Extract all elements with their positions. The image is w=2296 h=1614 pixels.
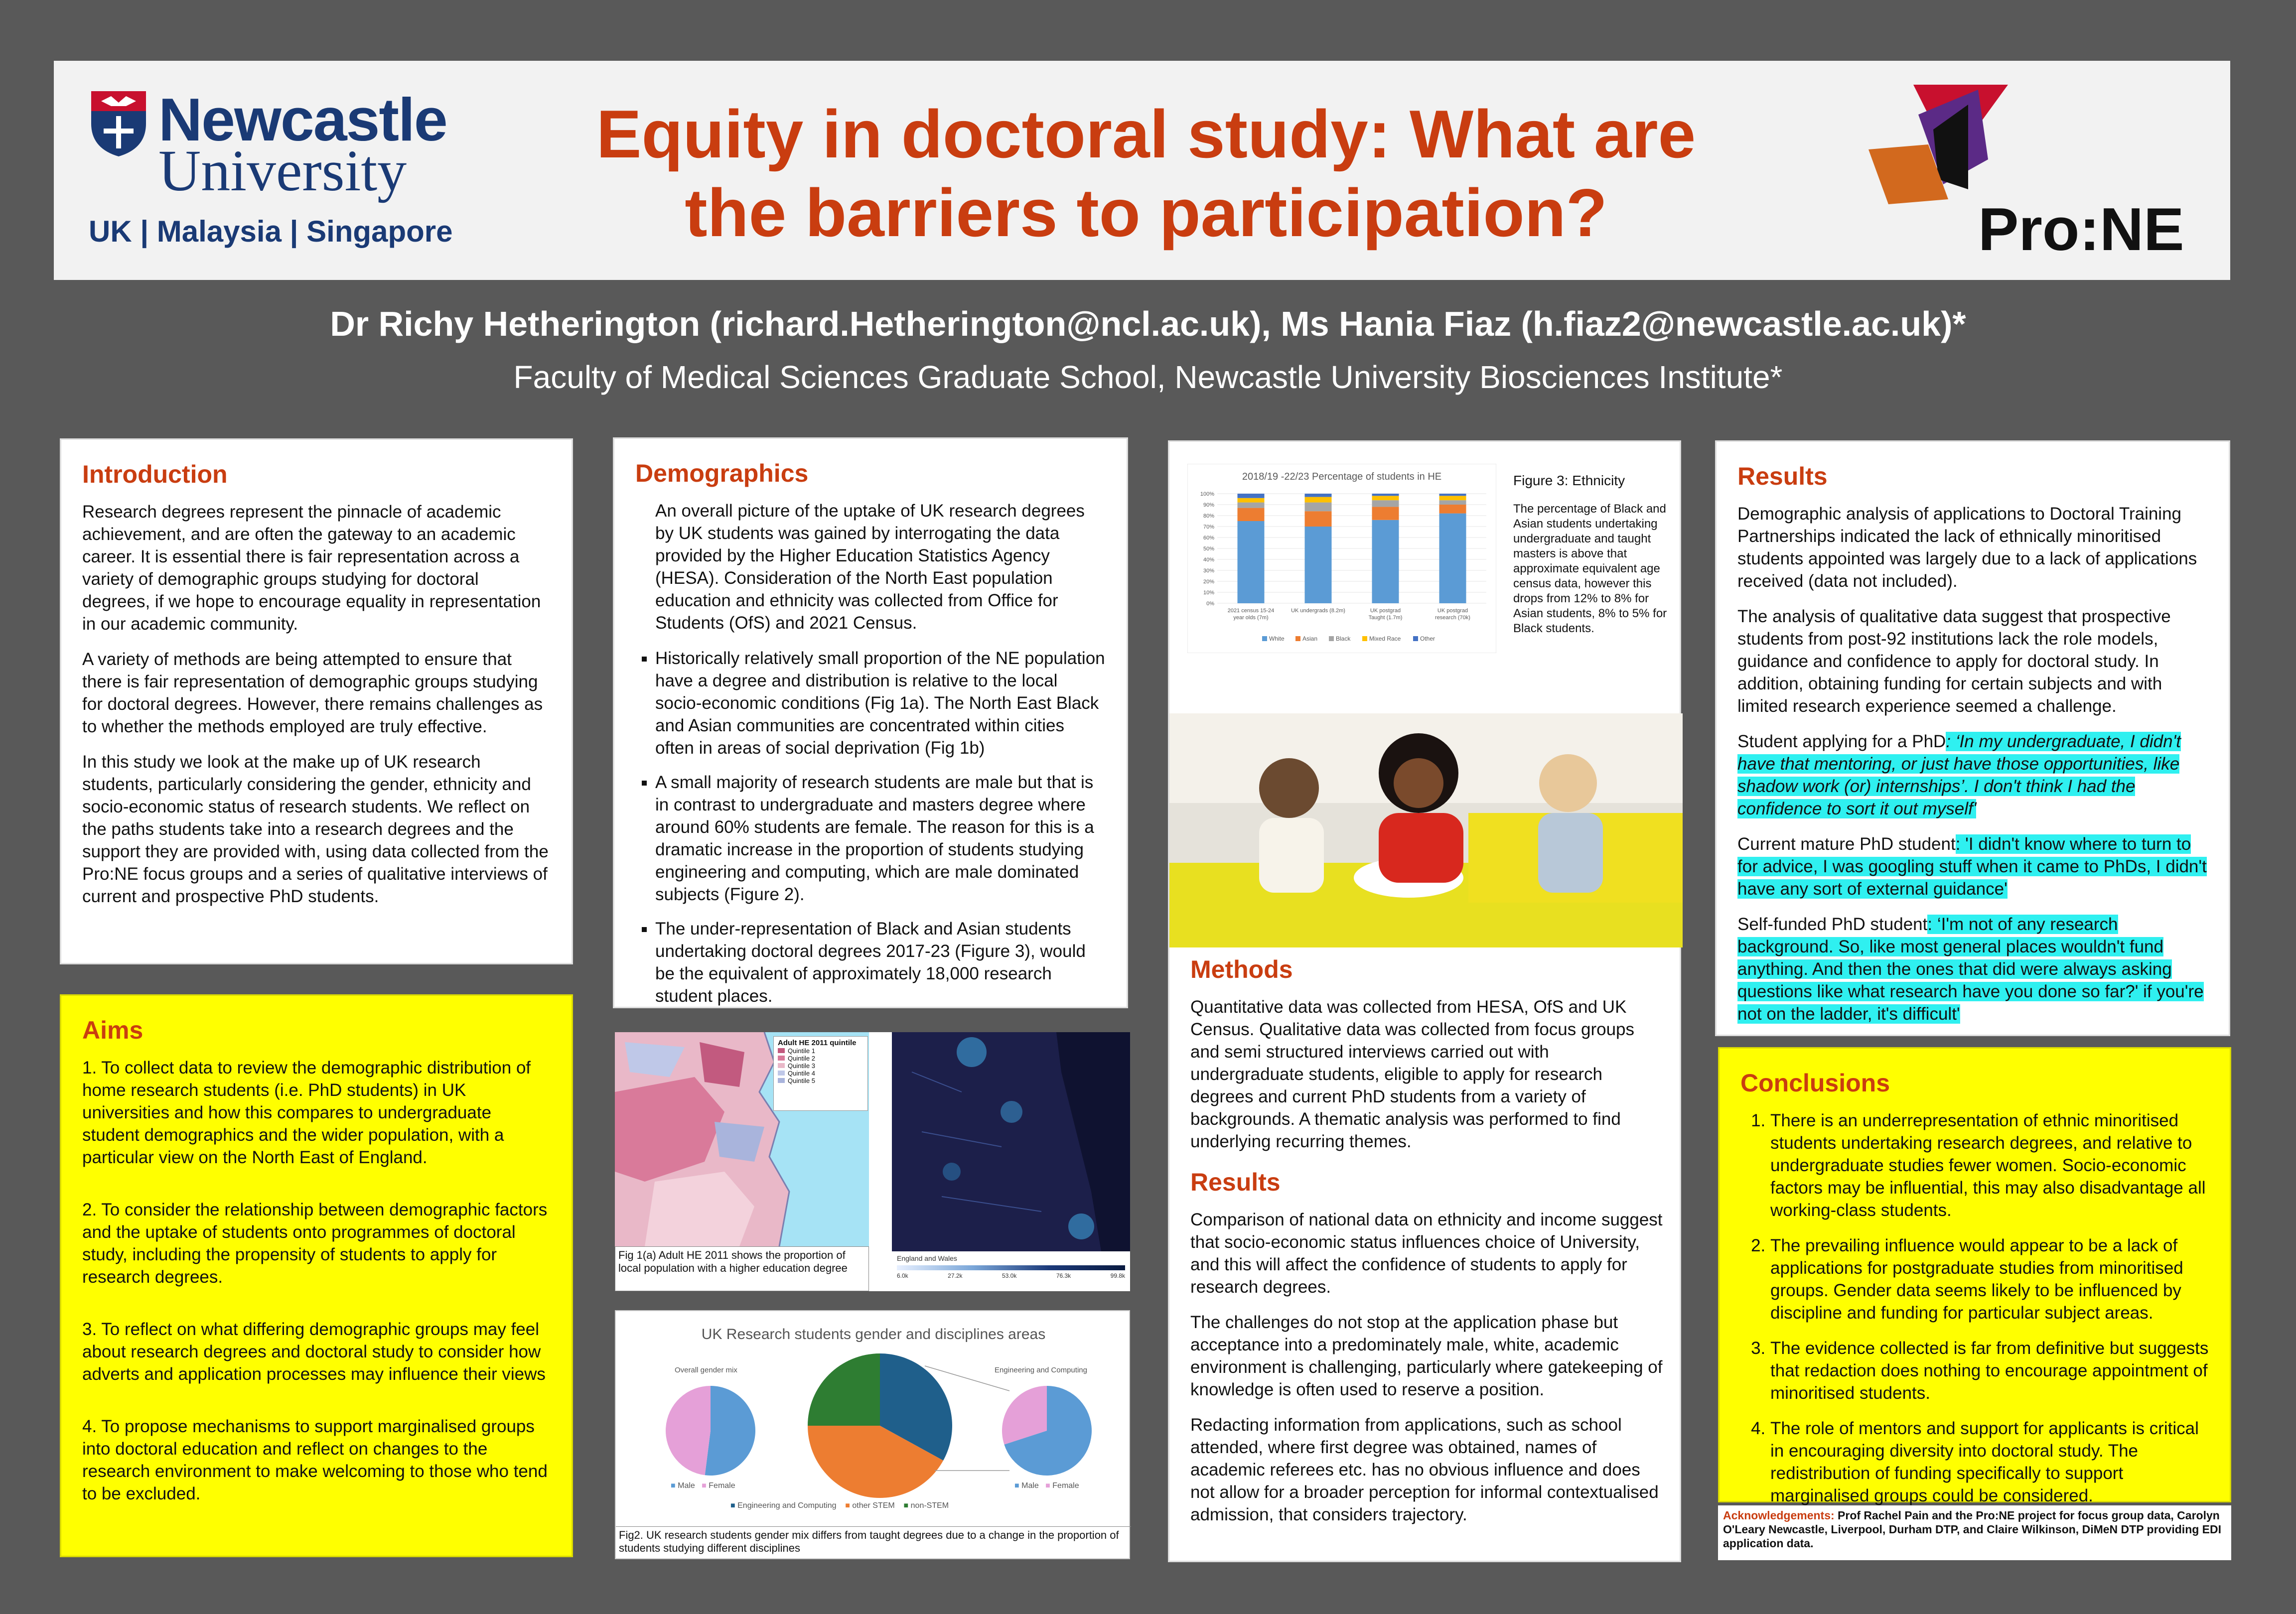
title-line-2: the barriers to participation?	[685, 175, 1607, 251]
logo-wordmark-newcastle: Newcastle	[158, 86, 447, 153]
legend-label: Other	[1420, 635, 1435, 642]
density-ticks: 6.0k 27.2k 53.0k 76.3k 99.8k	[897, 1272, 1125, 1279]
y-tick-label: 40%	[1203, 557, 1214, 563]
acknowledgements-text: Acknowledgements: Prof Rachel Pain and the Pro:NE project for focus group data, Carolyn O'Leary Newcastle, Liverpool, Durham DTP, and Claire Wilkinson, DiMeN DTP providing EDI application data.	[1723, 1509, 2222, 1550]
legend-swatch	[1362, 636, 1367, 641]
map-legend-item: Quintile 1	[778, 1047, 863, 1055]
demographics-bullet: ▪ A small majority of research students are male but that is in contrast to undergraduate and masters degree where around 60% students are female. The reason for this is a dramatic increase in the proportion of students studying engineering and computing, which are male dominated subjects (Figure 2).	[655, 771, 1106, 906]
y-tick-label: 80%	[1203, 513, 1214, 519]
conclusion-item: 2. The prevailing influence would appear to be a lack of applications for postgraduate studies from minoritised groups. Gender data seems likely to be influenced by discipline and funding for particular subject areas.	[1770, 1234, 2209, 1324]
x-tick-label: UK postgrad	[1437, 608, 1468, 614]
map-ethnicity-density	[892, 1032, 1130, 1291]
figure-2-title: UK Research students gender and disciplines areas	[701, 1326, 1046, 1343]
legend-label: Black	[1336, 635, 1351, 642]
y-tick-label: 70%	[1203, 524, 1214, 530]
students-photo	[1169, 713, 1683, 947]
bar-segment	[1372, 500, 1399, 507]
demographics-heading: Demographics	[635, 459, 809, 487]
demographics-intro: An overall picture of the uptake of UK research degrees by UK students was gained by interrogating the data provided by the Higher Education Statistics Agency (HESA). Consideration of the North East population education and ethnicity was collected from Office for Students (OfS) and 2021 Census.	[655, 501, 1085, 633]
aim-item: 2. To consider the relationship between demographic factors and the uptake of students onto programmes of doctoral study, including the propensity of students to apply for research degrees.	[82, 1200, 548, 1287]
middle-column-panel	[1168, 440, 1681, 1562]
bar-segment	[1439, 494, 1466, 496]
conclusion-item: 4. The role of mentors and support for applicants is critical in encouraging diversity into doctoral study. The redistribution of funding specifically to support marginalised groups could be considered.	[1770, 1417, 2209, 1507]
pie-slice-discipline	[808, 1353, 880, 1426]
bar-segment	[1439, 496, 1466, 500]
density-color-ramp	[897, 1265, 1125, 1270]
pie-label-engineering: Engineering and Computing	[995, 1366, 1087, 1374]
bar-segment	[1238, 521, 1265, 603]
y-tick-label: 60%	[1203, 535, 1214, 541]
map-legend-title: Adult HE 2011 quintile	[778, 1039, 857, 1047]
introduction-panel	[60, 438, 573, 964]
figure-3-heading: Figure 3: Ethnicity	[1513, 473, 1625, 488]
legend-swatch	[1295, 636, 1300, 641]
conclusions-heading: Conclusions	[1740, 1069, 1890, 1097]
y-tick-label: 30%	[1203, 568, 1214, 574]
demographics-panel	[613, 437, 1128, 1008]
quote-self-funded: Self-funded PhD student: ‘I'm not of any research background. So, like most general places wouldn't fund anything. And then the ones that did were always asking questions like what research have you done so far?' if you're not on the ladder, it's difficult'	[1737, 915, 2204, 1024]
conclusions-panel	[1718, 1047, 2231, 1505]
legend-disciplines: ■ Engineering and Computing ■ other STEM ■ non-STEM	[730, 1501, 949, 1510]
results-right-paragraph: The analysis of qualitative data suggest that prospective students from post-92 institutions lack the role models, guidance and confidence to apply for doctoral study. In addition, obtaining funding for certain subjects and with limited research experience seemed a challenge.	[1737, 607, 2171, 716]
introduction-paragraph: A variety of methods are being attempted to ensure that there is fair representation of demographic groups studying for doctoral degrees. However, there remains challenges as to whether the methods employed are truly effective.	[82, 650, 543, 736]
results-mid-paragraph: Redacting information from applications, such as school attended, where first degree was obtained, names of academic referees etc. has no obvious influence and does not allow for a broader perception for informal contextualised admission, that considers trajectory.	[1190, 1415, 1659, 1524]
bar-segment	[1238, 503, 1265, 508]
bar-segment	[1305, 511, 1332, 527]
conclusion-item: 1. There is an underrepresentation of ethnic minoritised students undertaking research degrees, and relative to undergraduate studies fewer women. Socio-economic factors may be influential, this may also disadvantage all working-class students.	[1770, 1109, 2209, 1221]
results-right-panel	[1715, 440, 2230, 1036]
aims-heading: Aims	[82, 1016, 144, 1044]
acknowledgements-box	[1718, 1505, 2231, 1560]
aim-item: 4. To propose mechanisms to support marginalised groups into doctoral education and reflect on changes to the research environment to make welcoming to those who tend to be excluded.	[82, 1417, 548, 1503]
methods-section	[1190, 955, 1664, 1526]
bar-segment	[1238, 494, 1265, 498]
legend-gender-right: ■ Male ■ Female	[1014, 1481, 1079, 1490]
map-density-label: England and Wales	[897, 1254, 957, 1262]
introduction-heading: Introduction	[82, 460, 228, 488]
map-legend-item: Quintile 5	[778, 1077, 863, 1084]
introduction-paragraph: In this study we look at the make up of UK research students, particularly considering the gender, ethnicity and socio-economic status of research students. We reflect on the paths students take into a research degrees and the support they are provided with, using data collected from the Pro:NE focus groups and a series of qualitative interviews of current and prospective PhD students.	[82, 752, 549, 906]
map-density-legend	[892, 1251, 1130, 1291]
legend-swatch	[1413, 636, 1418, 641]
results-mid-heading: Results	[1190, 1168, 1281, 1196]
methods-text: Quantitative data was collected from HESA, OfS and UK Census. Qualitative data was collected from focus groups and semi structured interviews carried out with undergraduate students, eligible to apply for research degrees and current PhD students from a variety of backgrounds. A thematic analysis was performed to find underlying recurring themes.	[1190, 997, 1634, 1151]
figure-3-description: The percentage of Black and Asian students undertaking undergraduate and taught masters is above that approximate equivalent age census data, however this drops from 12% to 8% for Asian students, 8% to 5% for Black students.	[1513, 502, 1667, 635]
chart-title: 2018/19 -22/23 Percentage of students in HE	[1242, 471, 1442, 482]
quote-mature-student: Current mature PhD student: 'I didn't know where to turn to for advice, I was googling stuff when it came to PhDs, I didn't have any sort of external guidance'	[1737, 834, 2207, 899]
x-tick-label: research (70k)	[1435, 615, 1470, 621]
y-tick-label: 100%	[1200, 491, 1214, 497]
x-tick-label: 2021 census 15-24	[1227, 608, 1275, 614]
x-tick-label: UK postgrad	[1370, 608, 1401, 614]
map-legend	[773, 1036, 868, 1111]
authors-line: Dr Richy Hetherington (richard.Hetherington@ncl.ac.uk), Ms Hania Fiaz (h.fiaz2@newcastle.ac.uk)*	[330, 304, 1966, 343]
y-tick-label: 10%	[1203, 590, 1214, 596]
quote-applicant: Student applying for a PhD: ‘In my undergraduate, I didn't have that mentoring, or just have those opportunities, like shadow work (or) internships’. I don't think I had the confidence to sort it out myself'	[1737, 732, 2181, 818]
results-right-paragraph: Demographic analysis of applications to Doctoral Training Partnerships indicated the lack of ethnically minoritised students appointed was largely due to a lack of applications received (data not included).	[1737, 504, 2197, 591]
aims-panel	[60, 994, 573, 1557]
bar-segment	[1372, 494, 1399, 496]
y-tick-label: 50%	[1203, 546, 1214, 552]
aim-item: 1. To collect data to review the demographic distribution of home research students (i.e. PhD students) in UK universities and how this compares to undergraduate student demographics and the wider population, with a particular view on the North East of England.	[82, 1058, 531, 1167]
bar-segment	[1372, 507, 1399, 520]
pie-slice-gender	[666, 1386, 711, 1475]
methods-heading: Methods	[1190, 955, 1293, 983]
legend-swatch	[1329, 636, 1334, 641]
demographics-bullets	[635, 647, 1106, 1007]
conclusions-list	[1740, 1109, 2209, 1507]
pie-label-overall: Overall gender mix	[675, 1366, 737, 1374]
bar-segment	[1238, 508, 1265, 521]
prone-logo-text: Pro:NE	[1978, 195, 2184, 263]
title-line-1: Equity in doctoral study: What are	[596, 96, 1696, 172]
results-right-heading: Results	[1737, 462, 1828, 490]
bar-segment	[1372, 496, 1399, 500]
x-tick-label: year olds (7m)	[1233, 615, 1269, 621]
demographics-bullet: ▪ Historically relatively small proportion of the NE population have a degree and distribution is relative to the local socio-economic conditions (Fig 1a). The North East Black and Asian communities are concentrated within cities often in areas of social deprivation (Fig 1b)	[655, 647, 1106, 759]
demographics-bullet: ▪ The under-representation of Black and Asian students undertaking doctoral degrees 2017-23 (Figure 3), would be the equivalent of approximately 18,000 research student places.	[655, 918, 1106, 1007]
figure-3-bar-chart	[1187, 464, 1496, 653]
results-mid-paragraph: Comparison of national data on ethnicity and income suggest that socio-economic status influences choice of University, and this will affect the confidence of students to apply for research degrees.	[1190, 1210, 1663, 1297]
legend-label: Mixed Race	[1369, 635, 1401, 642]
poster-title	[498, 95, 1794, 252]
map-legend-item: Quintile 2	[778, 1055, 863, 1062]
bar-segment	[1238, 498, 1265, 503]
y-tick-label: 20%	[1203, 579, 1214, 585]
bar-segment	[1439, 500, 1466, 505]
logo-campuses: UK | Malaysia | Singapore	[89, 215, 453, 248]
figure-2-pies	[615, 1310, 1130, 1559]
legend-label: White	[1269, 635, 1285, 642]
bar-segment	[1305, 527, 1332, 603]
map-legend-item: Quintile 3	[778, 1062, 863, 1070]
bar-segment	[1305, 494, 1332, 497]
x-tick-label: UK undergrads (8.2m)	[1291, 608, 1345, 614]
introduction-paragraph: Research degrees represent the pinnacle of academic achievement, and are often the gateway to an academic career. It is essential there is fair representation across a variety of demographic groups studying for doctoral degrees, if we hope to encourage equality in representation in our academic community.	[82, 502, 541, 634]
figure-1-maps	[615, 1032, 1130, 1291]
legend-swatch	[1262, 636, 1267, 641]
conclusion-item: 3. The evidence collected is far from definitive but suggests that redaction does nothing to encourage appointment of minoritised students.	[1770, 1337, 2209, 1404]
legend-gender-left: ■ Male ■ Female	[671, 1481, 735, 1490]
y-tick-label: 0%	[1206, 601, 1214, 607]
map-legend-item: Quintile 4	[778, 1070, 863, 1077]
pie-slice-gender	[705, 1386, 755, 1476]
legend-label: Asian	[1302, 635, 1318, 642]
y-tick-label: 90%	[1203, 502, 1214, 508]
bar-segment	[1305, 497, 1332, 503]
bar-segment	[1439, 505, 1466, 514]
bar-segment	[1305, 503, 1332, 512]
bar-segment	[1439, 514, 1466, 603]
aim-item: 3. To reflect on what differing demographic groups may feel about research degrees and doctoral study to consider how adverts and application processes may influence their views	[82, 1320, 546, 1384]
prone-arrow-icon	[1868, 85, 2018, 209]
affiliation-line: Faculty of Medical Sciences Graduate School, Newcastle University Biosciences Institute*	[513, 359, 1783, 395]
figure-2-caption: Fig2. UK research students gender mix differs from taught degrees due to a change in the proportion of students studying different disciplines	[616, 1526, 1131, 1559]
logo-wordmark-university: University	[158, 138, 407, 203]
figure-1a-caption: Fig 1(a) Adult HE 2011 shows the proportion of local population with a higher education degree	[615, 1246, 869, 1291]
x-tick-label: Taught (1.7m)	[1368, 615, 1403, 621]
results-mid-paragraph: The challenges do not stop at the application phase but acceptance into a predominately male, white, academic environment is challenging, particularly where gatekeeping of knowledge is often used to reserve a position.	[1190, 1313, 1663, 1399]
university-crest-icon	[89, 89, 148, 158]
bar-segment	[1372, 520, 1399, 603]
